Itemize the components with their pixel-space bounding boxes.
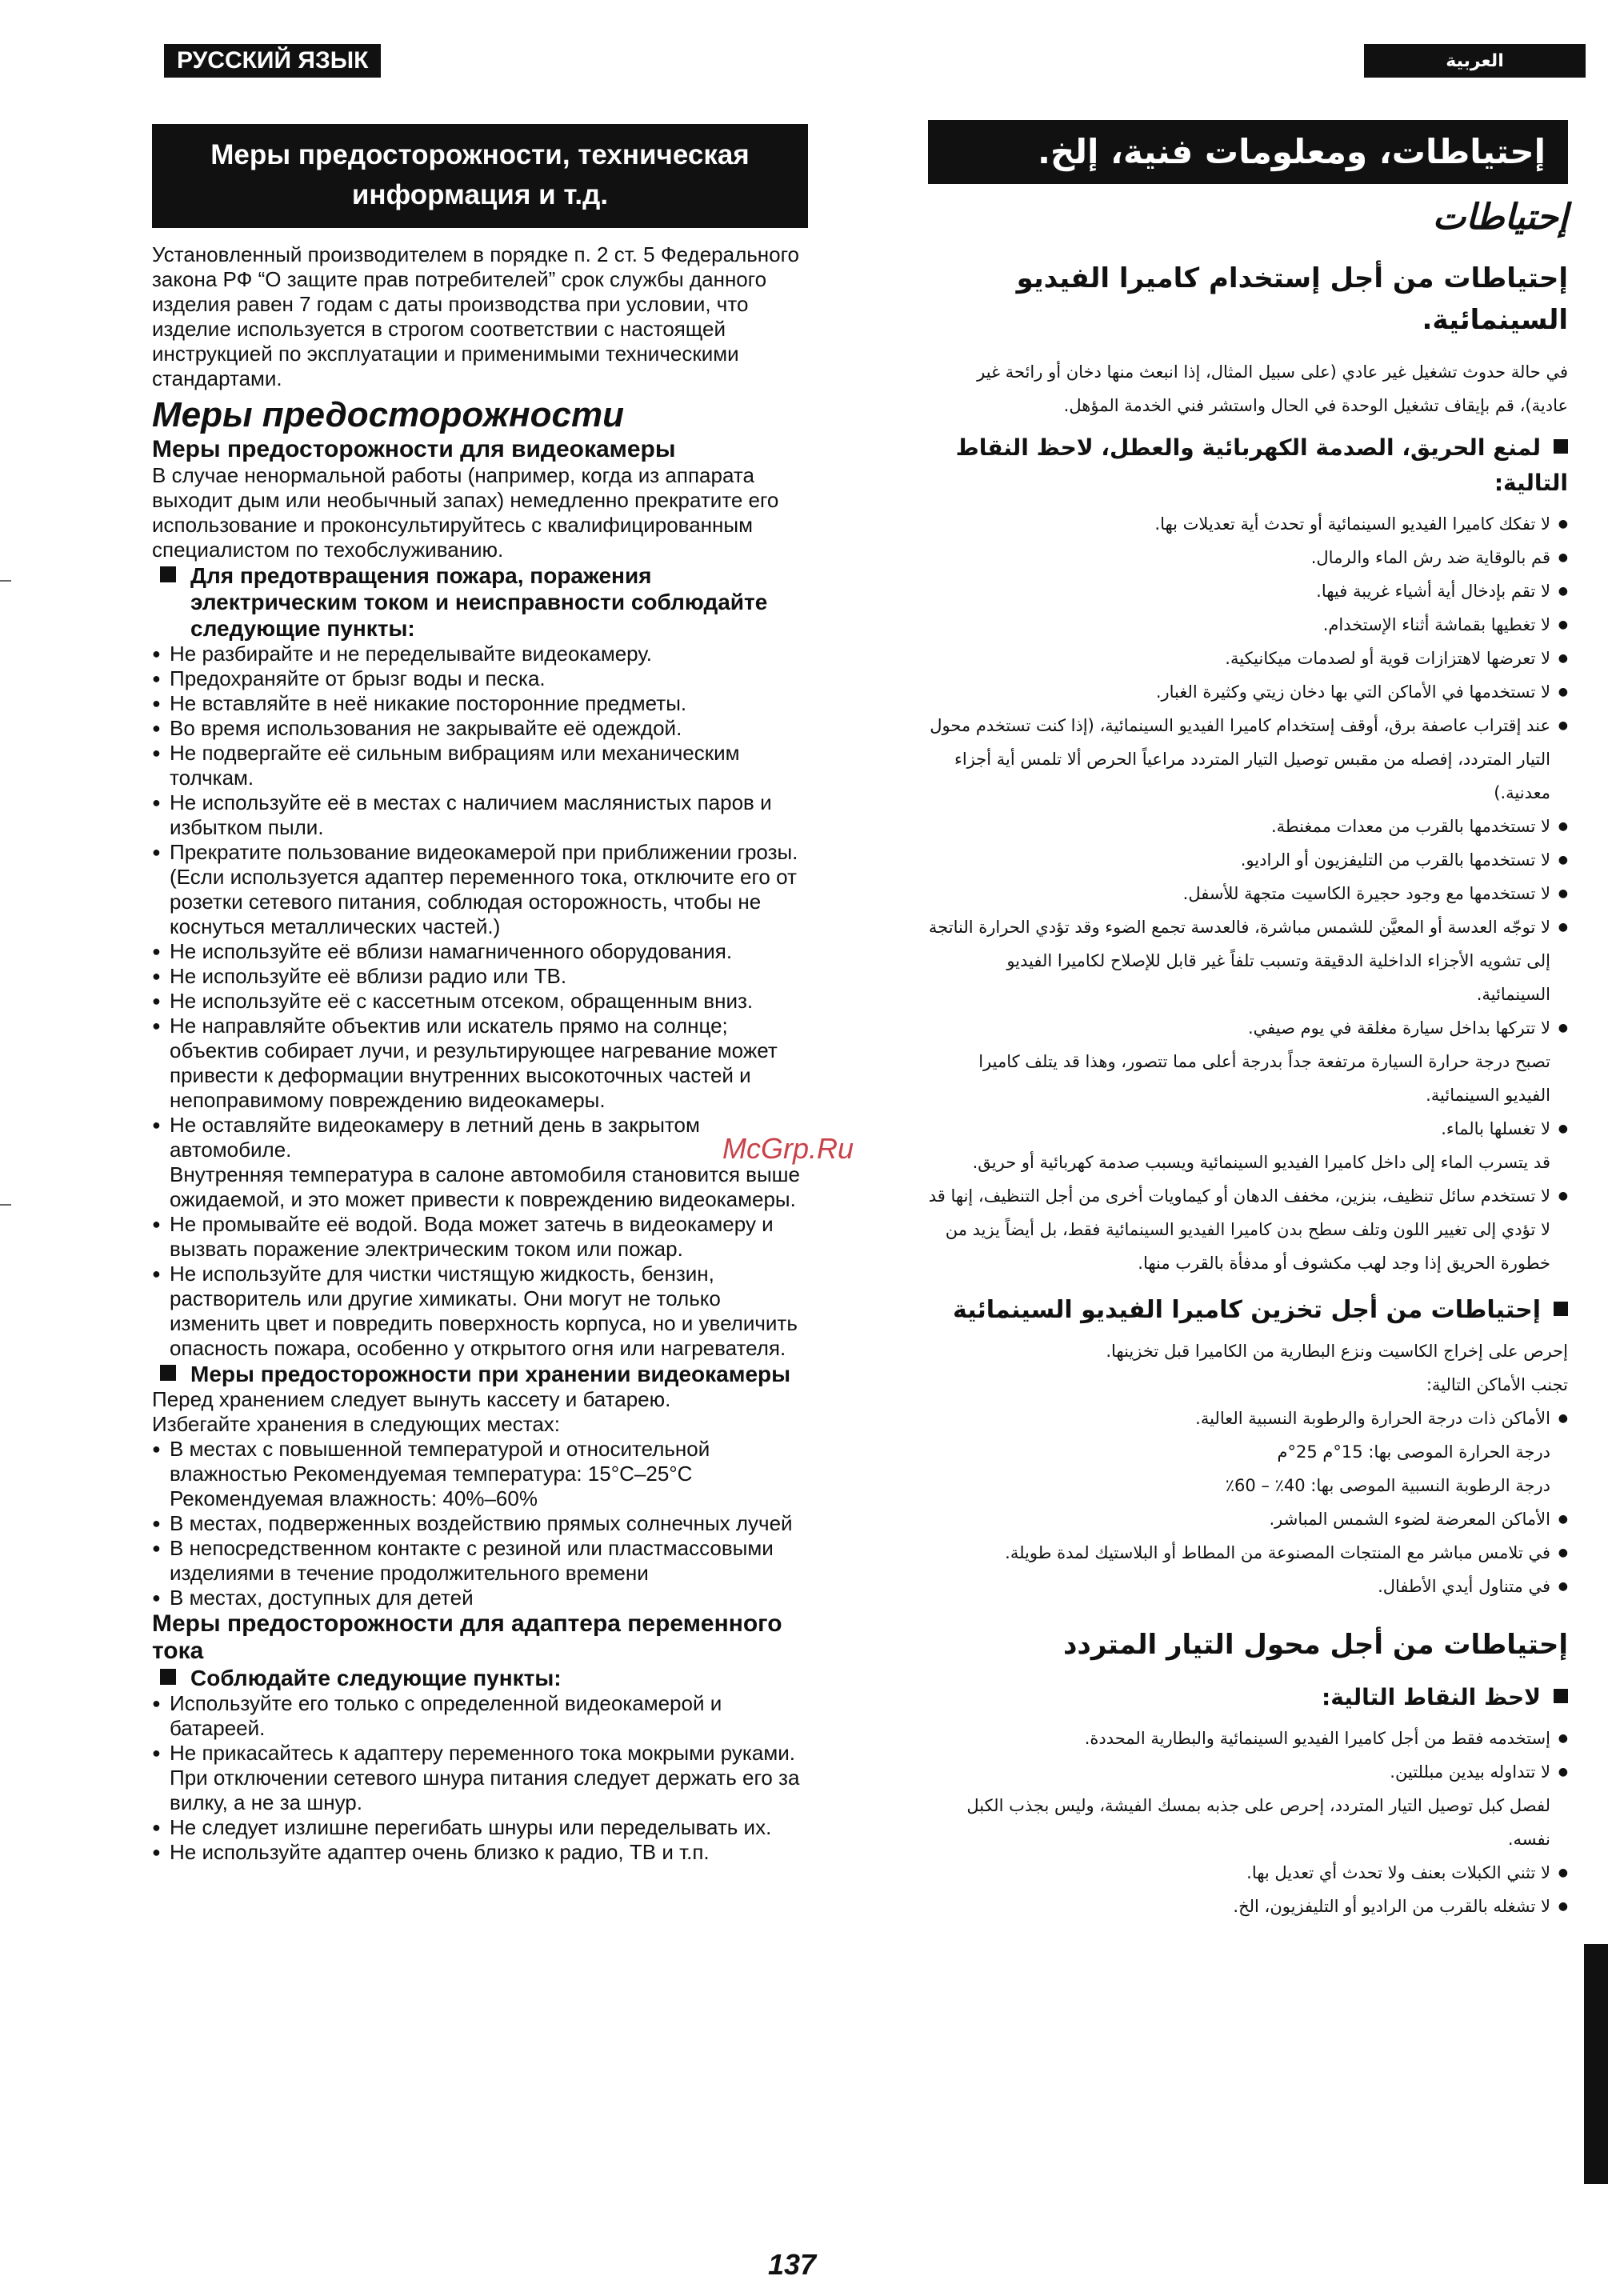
margin-tick: [0, 1204, 11, 1206]
list-item: ● Не промывайте её водой. Вода может затечь в видеокамеру и вызвать поражение электрическим током или пожар.: [152, 1212, 808, 1262]
list-item: ● Не направляйте объектив или искатель прямо на солнце; объектив собирает лучи, и результирующее нагревание может привести к деформации внутренних высокоточных частей и непоправимому повреждению видеокамеры.: [152, 1014, 808, 1113]
square-bullet-icon: [160, 566, 176, 582]
ru-ac-list: [152, 1691, 808, 1865]
list-item: ● Не используйте её вблизи радио или ТВ.: [152, 964, 808, 989]
list-item: ● لا توجّه العدسة أو المعيَّن للشمس مباشرة، فالعدسة تجمع الضوء وقد تؤدي الحرارة الناتجة إلى تشويه الأجزاء الداخلية الدقيقة وتسبب تلفاً غير قابل للإصلاح لكاميرا الفيديو السينمائية.: [928, 910, 1568, 1011]
ru-intro: Установленный производителем в порядке п. 2 ст. 5 Федерального закона РФ “О защите прав потребителей” срок службы данного изделия равен 7 годам с даты производства при условии, что изделие используется в строгом соответствии с настоящей инструкцией по эксплуатации и применимыми техническими стандартами.: [152, 242, 799, 390]
ar-storage-list: [928, 1402, 1568, 1603]
list-item: ● لا تشغله بالقرب من الراديو أو التليفزيون، الخ.: [928, 1890, 1568, 1923]
list-item: ● في تلامس مباشر مع المنتجات المصنوعة من المطاط أو البلاستيك لمدة طويلة.: [928, 1536, 1568, 1570]
watermark: McGrp.Ru: [722, 1132, 854, 1165]
list-item: ● لا تستخدم سائل تنظيف، بنزين، مخفف الدهان أو كيماويات أخرى من أجل التنظيف، إنها قد لا تؤدي إلى تغيير اللون وتلف سطح بدن كاميرا الفيديو السينمائية فقط، بل أيضاً يزيد من خطورة الحريق إذا وجد لهب مكشوف أو مدفأة بالقرب منها.: [928, 1179, 1568, 1280]
list-item: ● Не прикасайтесь к адаптеру переменного тока мокрыми руками. При отключении сетевого шнура питания следует держать его за вилку, а не за шнур.: [152, 1741, 808, 1815]
list-item: ● لا تفكك كاميرا الفيديو السينمائية أو تحدث أية تعديلات بها.: [928, 507, 1568, 541]
ar-storage-heading: إحتياطات من أجل تخزين كاميرا الفيديو السينمائية: [928, 1293, 1568, 1328]
page-number: 137: [768, 2248, 817, 2281]
list-item: ● В местах, подверженных воздействию прямых солнечных лучей: [152, 1511, 808, 1536]
list-item: ● لا تقم بإدخال أية أشياء غريبة فيها.: [928, 574, 1568, 608]
list-item: ● لا تستخدمها في الأماكن التي بها دخان زيتي وكثيرة الغبار.: [928, 675, 1568, 709]
list-item: ● Не используйте её с кассетным отсеком, обращенным вниз.: [152, 989, 808, 1014]
ru-ac-subheading: Соблюдайте следующие пункты:: [152, 1665, 808, 1691]
list-item: ● В местах, доступных для детей: [152, 1586, 808, 1610]
ru-ac-heading: Меры предосторожности для адаптера переменного тока: [152, 1610, 782, 1664]
ar-fire-list: [928, 507, 1568, 1280]
list-item: ● Не используйте её вблизи намагниченного оборудования.: [152, 939, 808, 964]
ru-fire-heading: Для предотвращения пожара, поражения электрическим током и неисправности соблюдайте следующие пункты:: [152, 562, 808, 642]
list-item: ● لا تستخدمها بالقرب من معدات ممغنطة.: [928, 810, 1568, 843]
list-item: ● Не разбирайте и не переделывайте видеокамеру.: [152, 642, 808, 666]
list-item: ● Не используйте её в местах с наличием маслянистых паров и избытком пыли.: [152, 790, 808, 840]
ru-storage-heading: Меры предосторожности при хранении видеокамеры: [152, 1361, 808, 1387]
list-item: ● Не следует излишне перегибать шнуры или переделывать их.: [152, 1815, 808, 1840]
ru-camera-heading: Меры предосторожности для видеокамеры: [152, 436, 676, 462]
list-item: ● Не оставляйте видеокамеру в летний день в закрытом автомобиле. Внутренняя температура в салоне автомобиля становится выше ожидаемой, и это может привести к повреждению видеокамеры.: [152, 1113, 808, 1212]
square-bullet-icon: [160, 1669, 176, 1685]
list-item: ● لا تتركها بداخل سيارة مغلقة في يوم صيفي. تصبح درجة حرارة السيارة مرتفعة جداً بدرجة أعلى مما تتصور، وهذا قد يتلف كاميرا الفيديو السينمائية.: [928, 1011, 1568, 1112]
square-bullet-icon: [1554, 439, 1568, 454]
margin-tick: [0, 580, 11, 582]
list-item: ● لا تثني الكبلات بعنف ولا تحدث أي تعديل بها.: [928, 1856, 1568, 1890]
ru-storage-list: [152, 1437, 808, 1610]
list-item: ● الأماكن ذات درجة الحرارة والرطوبة النسبية العالية. درجة الحرارة الموصى بها: 15°م 25°م درجة الرطوبة النسبية الموصى بها: 40٪ – 60٪: [928, 1402, 1568, 1502]
ar-section-banner: إحتياطات، ومعلومات فنية، إلخ.: [928, 120, 1568, 184]
list-item: ● لا تغسلها بالماء. قد يتسرب الماء إلى داخل كاميرا الفيديو السينمائية ويسبب صدمة كهربائية أو حريق.: [928, 1112, 1568, 1179]
square-bullet-icon: [160, 1365, 176, 1381]
ar-camera-heading: إحتياطات من أجل إستخدام كاميرا الفيديو السينمائية.: [1016, 262, 1568, 336]
ar-fire-heading: لمنع الحريق، الصدمة الكهربائية والعطل، لاحظ النقاط التالية:: [955, 434, 1568, 496]
language-tag-russian: РУССКИЙ ЯЗЫК: [164, 44, 381, 78]
edge-tab-marker: [1584, 1944, 1608, 2184]
ar-ac-heading: إحتياطات من أجل محول التيار المتردد: [1062, 1629, 1568, 1661]
arabic-column: [928, 120, 1568, 1923]
list-item: ● Не вставляйте в неё никакие посторонние предметы.: [152, 691, 808, 716]
list-item: ● لا تتداوله بيدين مبللتين. لفصل كبل توصيل التيار المتردد، إحرص على جذبه بمسك الفيشة، وليس بجذب الكبل نفسه.: [928, 1755, 1568, 1856]
list-item: ● Не подвергайте её сильным вибрациям или механическим толчкам.: [152, 741, 808, 790]
list-item: ● عند إقتراب عاصفة برق، أوقف إستخدام كاميرا الفيديو السينمائية، (إذا كنت تستخدم محول التيار المتردد، إفصله من مقبس توصيل التيار المتردد مراعياً الحرص ألا تلمس أية أجزاء معدنية.): [928, 709, 1568, 810]
list-item: ● لا تعرضها لاهتزازات قوية أو لصدمات ميكانيكية.: [928, 642, 1568, 675]
list-item: ● В местах с повышенной температурой и относительной влажностью Рекомендуемая температура: 15°C–25°C Рекомендуемая влажность: 40%–60%: [152, 1437, 808, 1511]
ru-camera-paragraph: В случае ненормальной работы (например, когда из аппарата выходит дым или необычный запах) немедленно прекратите его использование и проконсультируйтесь с квалифицированным специалистом по техобслуживанию.: [152, 463, 779, 562]
list-item: ● لا تستخدمها بالقرب من التليفزيون أو الراديو.: [928, 843, 1568, 877]
ru-precautions-heading: Меры предосторожности: [152, 395, 625, 434]
ar-camera-paragraph: في حالة حدوث تشغيل غير عادي (على سبيل المثال، إذا انبعث منها دخان أو رائحة غير عادية)، قم بإيقاف تشغيل الوحدة في الحال واستشر فني الخدمة المؤهل.: [977, 362, 1568, 415]
list-item: ● إستخدمه فقط من أجل كاميرا الفيديو السينمائية والبطارية المحددة.: [928, 1722, 1568, 1755]
language-tag-arabic: العربية: [1364, 44, 1586, 78]
ru-storage-paragraph: Перед хранением следует вынуть кассету и батарею. Избегайте хранения в следующих местах:: [152, 1387, 671, 1436]
list-item: ● В непосредственном контакте с резиной или пластмассовыми изделиями в течение продолжительного времени: [152, 1536, 808, 1586]
list-item: ● Во время использования не закрывайте её одеждой.: [152, 716, 808, 741]
russian-column: [152, 139, 808, 1865]
list-item: ● Прекратите пользование видеокамерой при приближении грозы. (Если используется адаптер переменного тока, отключите его от розетки сетевого питания, соблюдая осторожность, чтобы не коснуться металлических частей.): [152, 840, 808, 939]
ar-ac-subheading: لاحظ النقاط التالية:: [928, 1680, 1568, 1715]
ru-section-banner: Меры предосторожности, техническая информация и т.д.: [152, 124, 808, 228]
list-item: ● Не используйте адаптер очень близко к радио, ТВ и т.п.: [152, 1840, 808, 1865]
list-item: ● في متناول أيدي الأطفال.: [928, 1570, 1568, 1603]
list-item: ● Используйте его только с определенной видеокамерой и батареей.: [152, 1691, 808, 1741]
square-bullet-icon: [1554, 1689, 1568, 1703]
list-item: ● Предохраняйте от брызг воды и песка.: [152, 666, 808, 691]
ru-fire-list: [152, 642, 808, 1361]
list-item: ● الأماكن المعرضة لضوء الشمس المباشر.: [928, 1502, 1568, 1536]
ar-storage-paragraph: إحرص على إخراج الكاسيت ونزع البطارية من الكاميرا قبل تخزينها. تجنب الأماكن التالية:: [1106, 1342, 1568, 1394]
list-item: ● Не используйте для чистки чистящую жидкость, бензин, растворитель или другие химикаты. Они могут не только изменить цвет и повредить поверхность корпуса, но и увеличить опасность пожара, особенно у открытого огня или нагревателя.: [152, 1262, 808, 1361]
list-item: ● قم بالوقاية ضد رش الماء والرمال.: [928, 541, 1568, 574]
list-item: ● لا تستخدمها مع وجود حجيرة الكاسيت متجهة للأسفل.: [928, 877, 1568, 910]
ar-ac-list: [928, 1722, 1568, 1923]
list-item: ● لا تغطيها بقماشة أثناء الإستخدام.: [928, 608, 1568, 642]
ar-precautions-heading: إحتياطات: [1432, 197, 1568, 238]
square-bullet-icon: [1554, 1302, 1568, 1316]
